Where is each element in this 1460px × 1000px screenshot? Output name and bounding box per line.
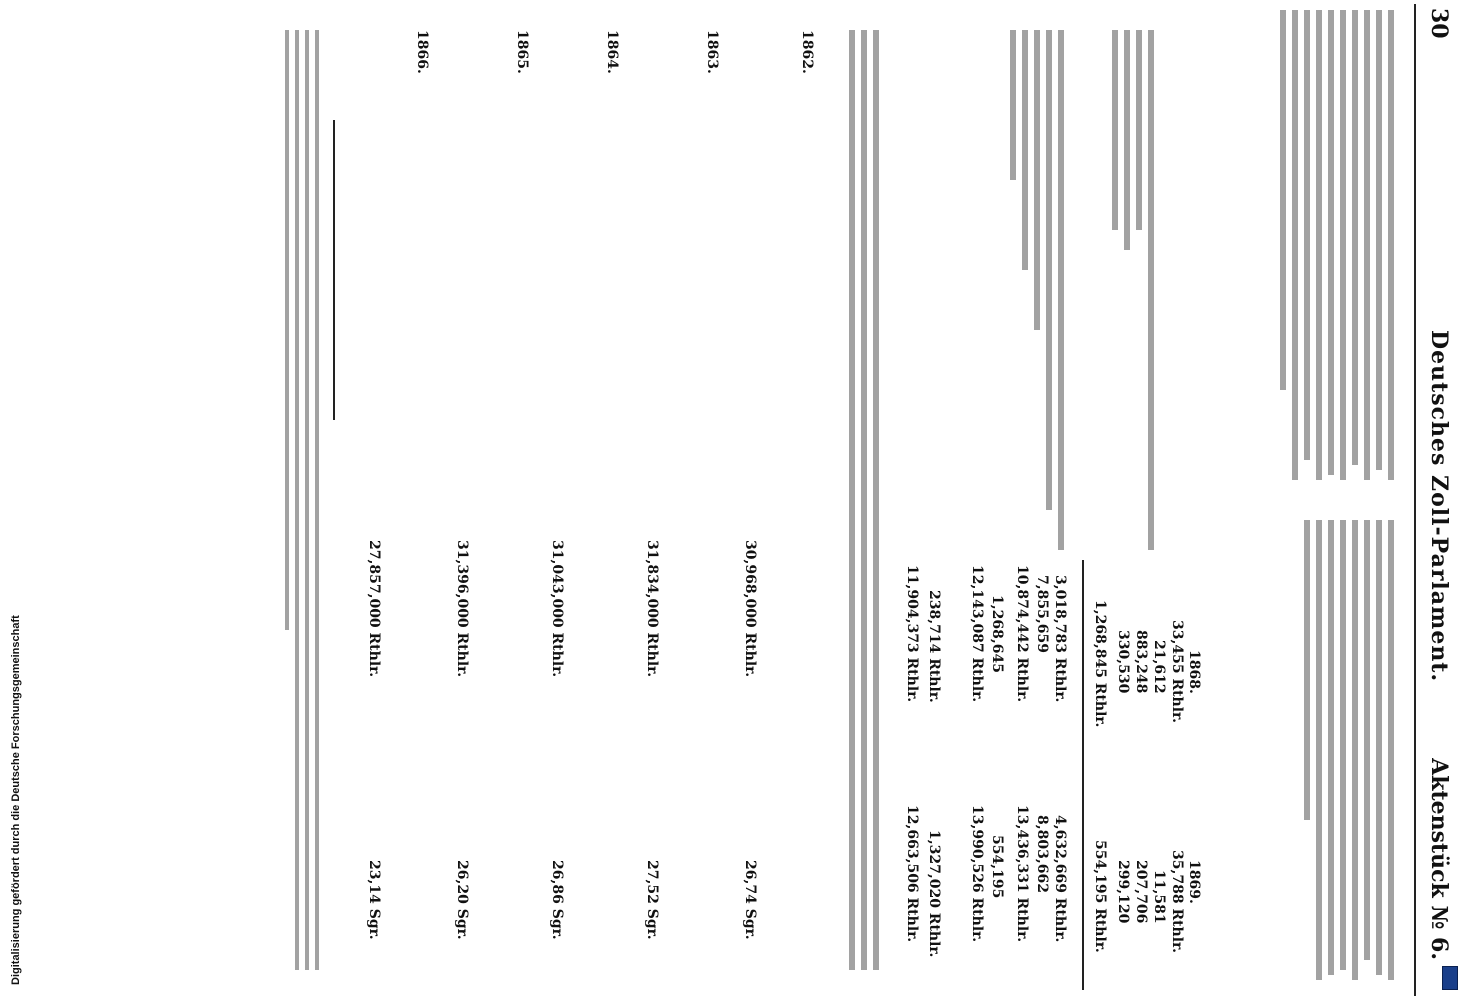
fig-left-3: 330,530 — [1115, 630, 1131, 694]
fig-rmid-0: 4,632,669 Rthlr. — [1052, 815, 1068, 943]
fig-right-2: 207,706 — [1133, 860, 1149, 924]
page-header — [1416, 0, 1456, 1000]
row-year-2: 1864. — [604, 30, 620, 74]
fig-right-0: 35,788 Rthlr. — [1169, 850, 1185, 954]
per-head-2: 26,86 Sgr. — [549, 860, 565, 940]
fig-right-3: 299,120 — [1115, 860, 1131, 924]
total-3: 31,396,000 Rthlr. — [454, 540, 470, 678]
row-year-1: 1863. — [704, 30, 720, 74]
fig-mid-3: 1,268,645 — [989, 595, 1005, 673]
fig-left-2: 883,248 — [1133, 630, 1149, 694]
total-1: 31,834,000 Rthlr. — [644, 540, 660, 678]
footnote-rule — [333, 120, 335, 420]
total-2: 31,043,000 Rthlr. — [549, 540, 565, 678]
row-year-4: 1866. — [414, 30, 430, 74]
page-number: 30 — [1426, 8, 1452, 39]
total-0: 30,968,000 Rthlr. — [742, 540, 758, 678]
fig-rmid-2: 13,436,331 Rthlr. — [1014, 805, 1030, 943]
fig-rmid-6: 12,663,506 Rthlr. — [904, 805, 920, 943]
header-rule — [1414, 4, 1416, 996]
fig-rmid-1: 8,803,662 — [1034, 815, 1050, 893]
dfg-side-note: Digitalisierung gefördert durch die Deutsche Forschungsgemeinschaft — [10, 615, 22, 985]
fig-left-0: 33,455 Rthlr. — [1169, 620, 1185, 724]
rule-1 — [1082, 560, 1084, 990]
left-prose — [1274, 10, 1400, 490]
fig-right-1: 11,581 — [1151, 870, 1167, 924]
per-head-4: 23,14 Sgr. — [366, 860, 382, 940]
per-head-1: 27,52 Sgr. — [644, 860, 660, 940]
footnote — [279, 30, 325, 990]
fig-mid-0: 3,018,783 Rthlr. — [1052, 575, 1068, 703]
year-1868: 1868. — [1186, 650, 1202, 694]
items-block — [1106, 30, 1160, 570]
fig-left-4: 1,268,845 Rthlr. — [1092, 600, 1108, 728]
fig-mid-2: 10,874,442 Rthlr. — [1014, 565, 1030, 703]
fig-mid-5: 238,714 Rthlr. — [926, 590, 942, 703]
page-title: Deutsches Zoll-Parlament. — [1426, 330, 1452, 683]
mid-block — [1004, 30, 1070, 570]
fig-rmid-5: 1,327,020 Rthlr. — [926, 830, 942, 958]
total-4: 27,857,000 Rthlr. — [366, 540, 382, 678]
per-head-3: 26,20 Sgr. — [454, 860, 470, 940]
fig-mid-4: 12,143,087 Rthlr. — [969, 565, 985, 703]
right-prose — [1298, 520, 1400, 990]
year-1869: 1869. — [1186, 860, 1202, 904]
fig-left-1: 21,612 — [1151, 640, 1167, 694]
note-block — [843, 30, 885, 990]
fig-rmid-3: 554,195 — [989, 835, 1005, 899]
per-head-0: 26,74 Sgr. — [742, 860, 758, 940]
dfg-logo-icon — [1442, 966, 1458, 990]
document-tag: Aktenstück № 6. — [1426, 758, 1452, 960]
fig-mid-1: 7,855,659 — [1034, 575, 1050, 653]
fig-right-4: 554,195 Rthlr. — [1092, 840, 1108, 953]
row-year-0: 1862. — [799, 30, 815, 74]
row-year-3: 1865. — [514, 30, 530, 74]
fig-mid-6: 11,904,373 Rthlr. — [904, 565, 920, 703]
fig-rmid-4: 13,990,526 Rthlr. — [969, 805, 985, 943]
